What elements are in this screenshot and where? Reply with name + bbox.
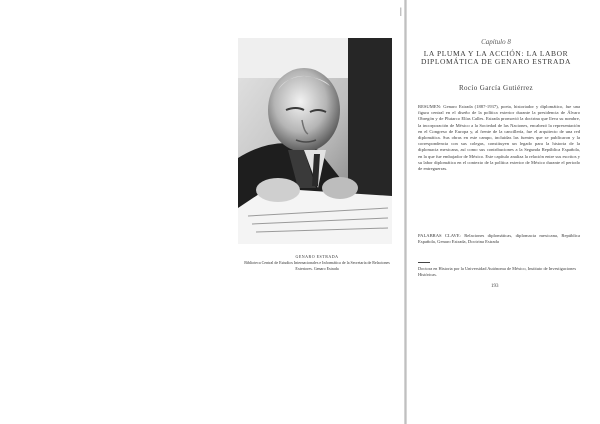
caption-title: GENARO ESTRADA <box>295 254 339 259</box>
author-name: Rocío García Gutiérrez <box>458 84 534 92</box>
caption-text: Biblioteca Central de Estudios Internacionales e Informática de la Secretaría de Relaciones Exteriores. Genaro Estrada <box>244 260 390 271</box>
book-gutter <box>404 0 407 424</box>
gutter-mark: | <box>400 6 402 16</box>
chapter-title-line-1: LA PLUMA Y LA ACCIÓN: LA LABOR <box>423 49 569 58</box>
footnote: Doctora en Historia por la Universidad Autónoma de México, Instituto de Investigaciones Históricas. <box>418 266 577 277</box>
chapter-title-line-2: DIPLOMÁTICA DE GENARO ESTRADA <box>420 57 572 66</box>
footnote-divider <box>418 262 430 263</box>
chapter-label: Capítulo 8 <box>481 38 511 46</box>
portrait-photo <box>238 38 392 244</box>
abstract-paragraph: RESUMEN: Genaro Estrada (1887-1937), poeta, historiador y diplomático, fue una figura central en el diseño de la política exterior durante la presidencia de Álvaro Obregón y de Plutarco Elías Calles. Estrada promovió la doctrina que lleva su nombre, la incorporación de México a la Sociedad de las Naciones, encabezó la representación en el Congreso de Europa y, al frente de la cancillería, fue el arquitecto de una red diplomática. Sus obras en este campo, incluidas las fuentes que se publicaron y la correspondencia con sus colegas, constituyen un legado para la historia de la diplomacia mexicana, así como sus contribuciones a la Segunda República Española, en la que fue embajador de México. Este capítulo analiza la relación entre sus escritos y su labor diplomática en el contexto de la política exterior de México durante el periodo de entreguerras. <box>418 104 580 172</box>
keywords-paragraph: PALABRAS CLAVE: Relaciones diplomáticas, diplomacia mexicana, República Española, Genaro Estrada, Doctrina Estrada <box>418 233 580 245</box>
photo-caption <box>238 254 396 272</box>
page-number: 193 <box>491 284 499 289</box>
chapter-title <box>412 50 580 66</box>
